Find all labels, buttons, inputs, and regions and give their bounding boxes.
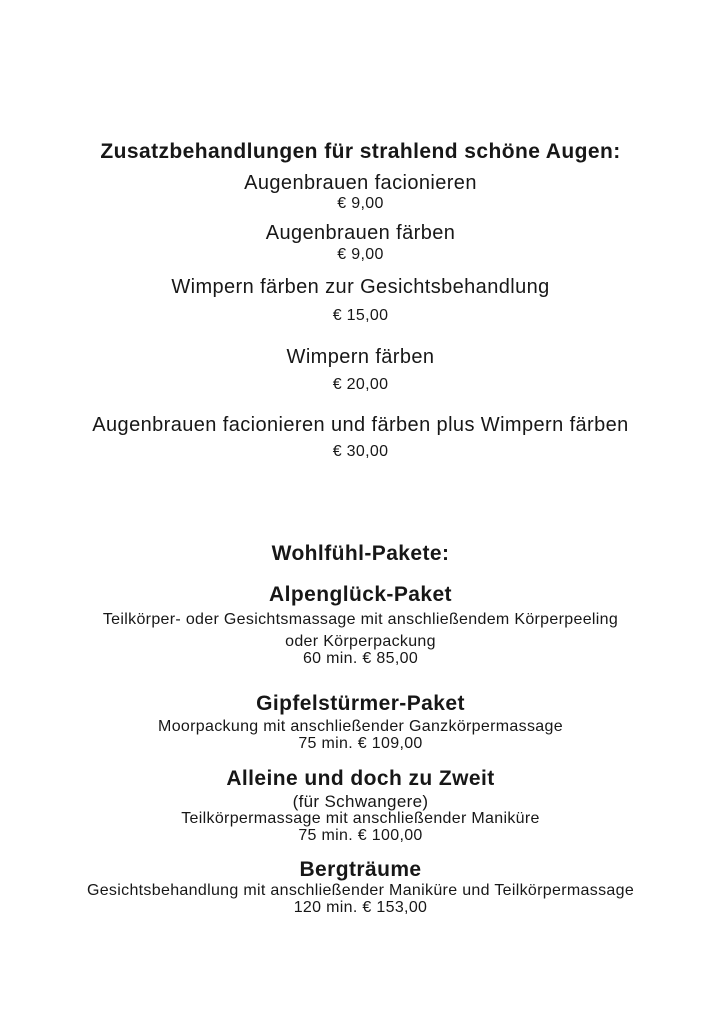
menu-item-price: € 9,00 [337,246,384,263]
menu-item-name: Augenbrauen facionieren [244,172,477,194]
packages-section-title: Wohlfühl-Pakete: [271,542,450,565]
menu-item-price: € 30,00 [332,443,389,460]
package-name: Alpenglück-Paket [269,583,452,606]
menu-item-name: Augenbrauen facionieren und färben plus Wimpern färben [92,414,629,436]
wellness-packages-section [0,543,721,917]
package-description-line: Teilkörpermassage mit anschließender Maniküre [181,810,540,827]
menu-item [0,173,721,213]
menu-item [0,223,721,264]
menu-item-price: € 15,00 [332,307,389,324]
menu-item-name: Wimpern färben [286,346,435,368]
package-item [0,859,721,917]
package-description-line: Moorpackung mit anschließender Ganzkörpermassage [158,718,563,735]
package-price: 75 min. € 100,00 [298,827,423,844]
package-name: Gipfelstürmer-Paket [256,692,465,715]
menu-item-price: € 9,00 [337,195,384,212]
package-price: 75 min. € 109,00 [298,735,423,752]
package-description-line: Teilkörper- oder Gesichtsmassage mit anschließendem Körperpeeling [102,611,619,628]
package-name: Alleine und doch zu Zweit [226,767,495,790]
menu-item-name: Augenbrauen färben [265,222,456,244]
menu-item-name: Wimpern färben zur Gesichtsbehandlung [171,276,550,298]
menu-item-price: € 20,00 [332,376,389,393]
menu-item [0,415,721,461]
package-description-line: oder Körperpackung [285,633,436,650]
menu-item [0,347,721,394]
package-item [0,693,721,753]
package-price: 120 min. € 153,00 [293,899,428,916]
package-description-line: Gesichtsbehandlung mit anschließender Maniküre und Teilkörpermassage [86,882,635,899]
eye-section-title: Zusatzbehandlungen für strahlend schöne Augen: [100,140,621,163]
menu-item [0,277,721,325]
package-subtitle: (für Schwangere) [292,792,429,811]
package-item [0,584,721,668]
package-name: Bergträume [299,858,422,881]
eye-treatments-section [0,141,721,461]
package-item [0,768,721,845]
package-price: 60 min. € 85,00 [302,650,419,667]
